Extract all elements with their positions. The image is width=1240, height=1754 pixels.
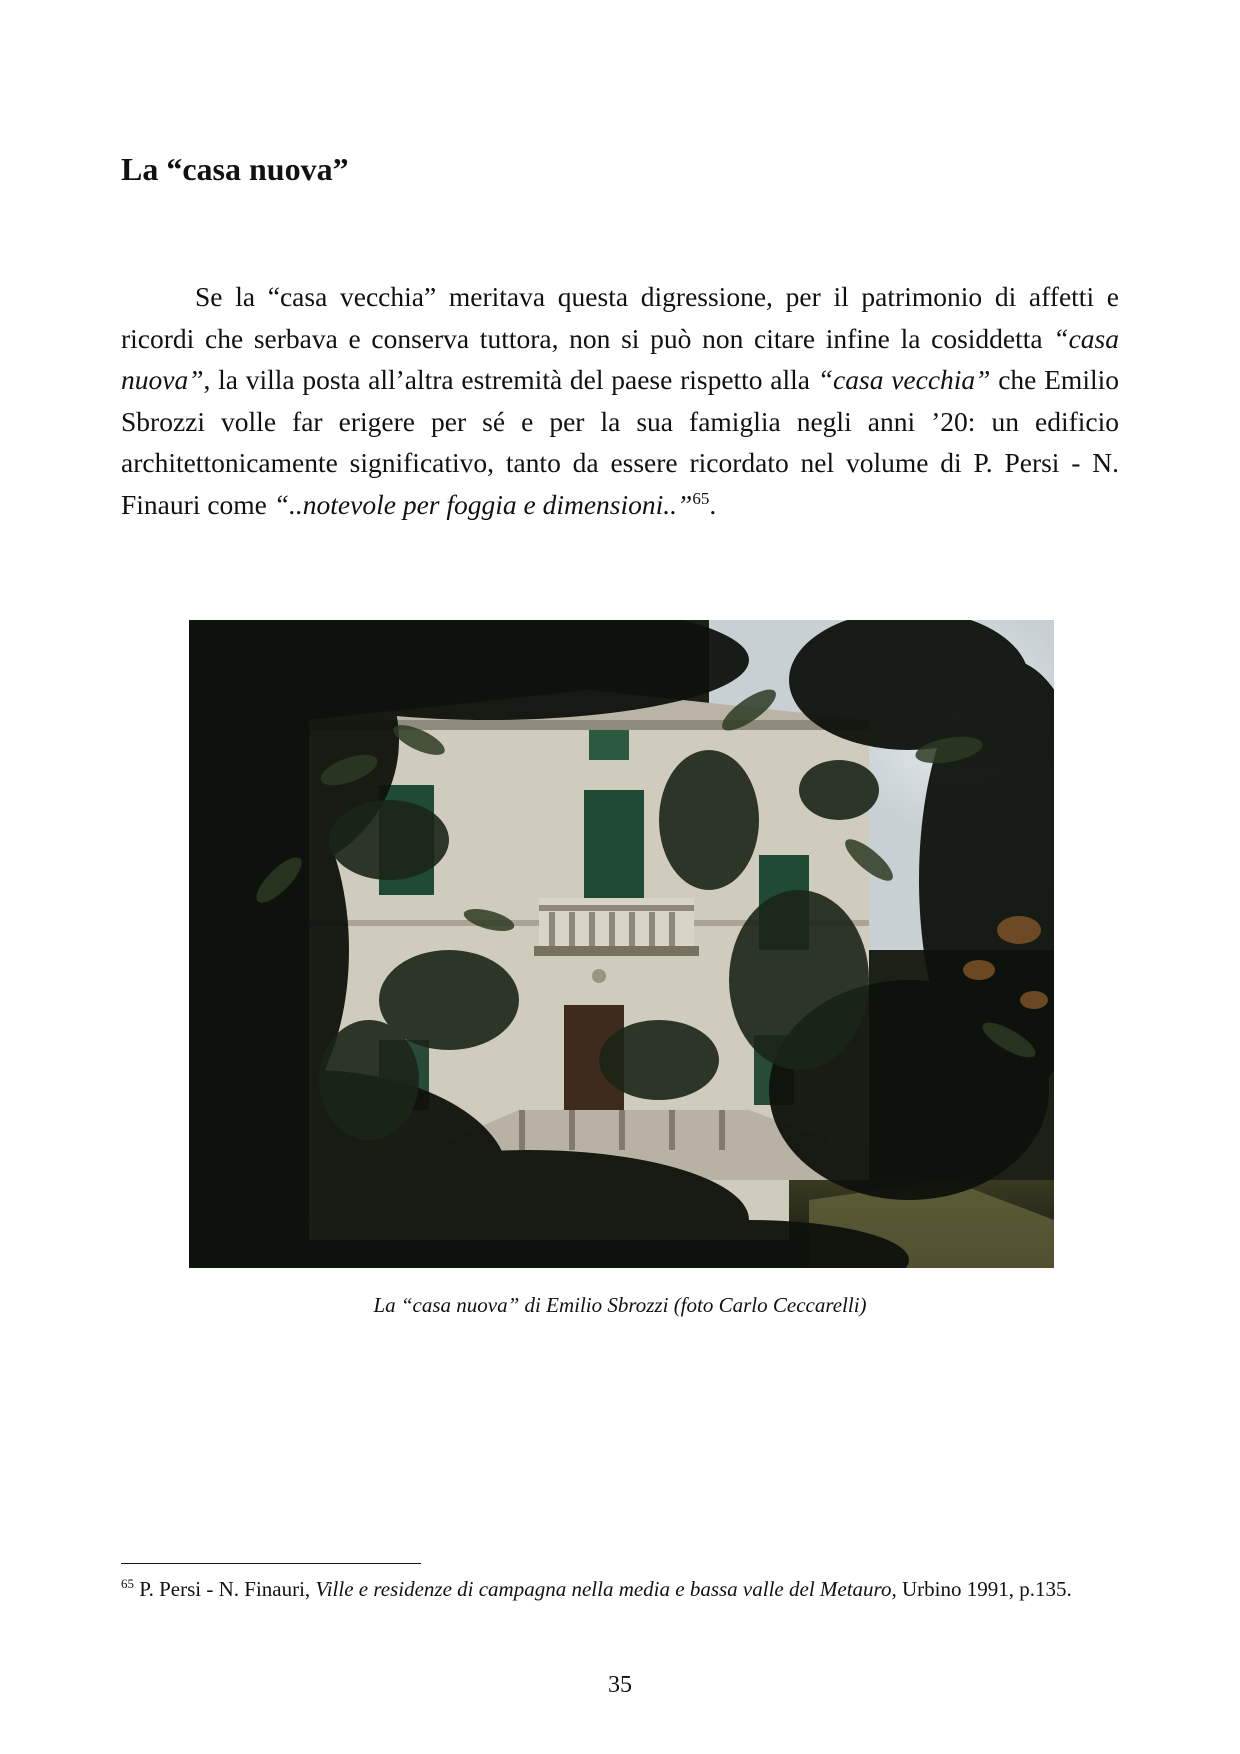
footnote-text: P. Persi - N. Finauri, [134,1577,316,1601]
body-paragraph [121,276,1119,525]
section-heading: La “casa nuova” [121,151,349,187]
body-italic-term: “casa nuova” [121,322,1119,395]
footnote-text: Urbino 1991, p.135. [896,1577,1072,1601]
villa-photo [189,620,1054,1268]
footnote-number: 65 [121,1576,134,1591]
footnote-separator [121,1563,421,1564]
page-number: 35 [608,1672,632,1698]
body-text-segment: . [709,488,717,520]
body-text-segment: che Emilio Sbrozzi volle far erigere per sé e per la sua famiglia negli anni ’20: un edificio architettonicamente significativo, tanto da essere ricordato nel volume di P. Persi - N. Finauri come [121,364,1119,520]
body-text-segment: Se la “casa vecchia” meritava questa digressione, per il patrimonio di affetti e ricordi che serbava e conserva tuttora, non si può non citare infine la cosiddetta [121,281,1119,354]
body-italic-term: “casa vecchia” [817,364,991,395]
footnote-book-title: Ville e residenze di campagna nella media e bassa valle del Metauro, [315,1577,897,1601]
body-quotation: “..notevole per foggia e dimensioni..” [273,488,693,520]
footnote [121,1575,1119,1604]
footnote-reference: 65 [692,488,710,508]
figure-caption: La “casa nuova” di Emilio Sbrozzi (foto Carlo Ceccarelli) [373,1293,867,1317]
body-text-segment: , la villa posta all’altra estremità del paese rispetto alla [203,364,818,395]
